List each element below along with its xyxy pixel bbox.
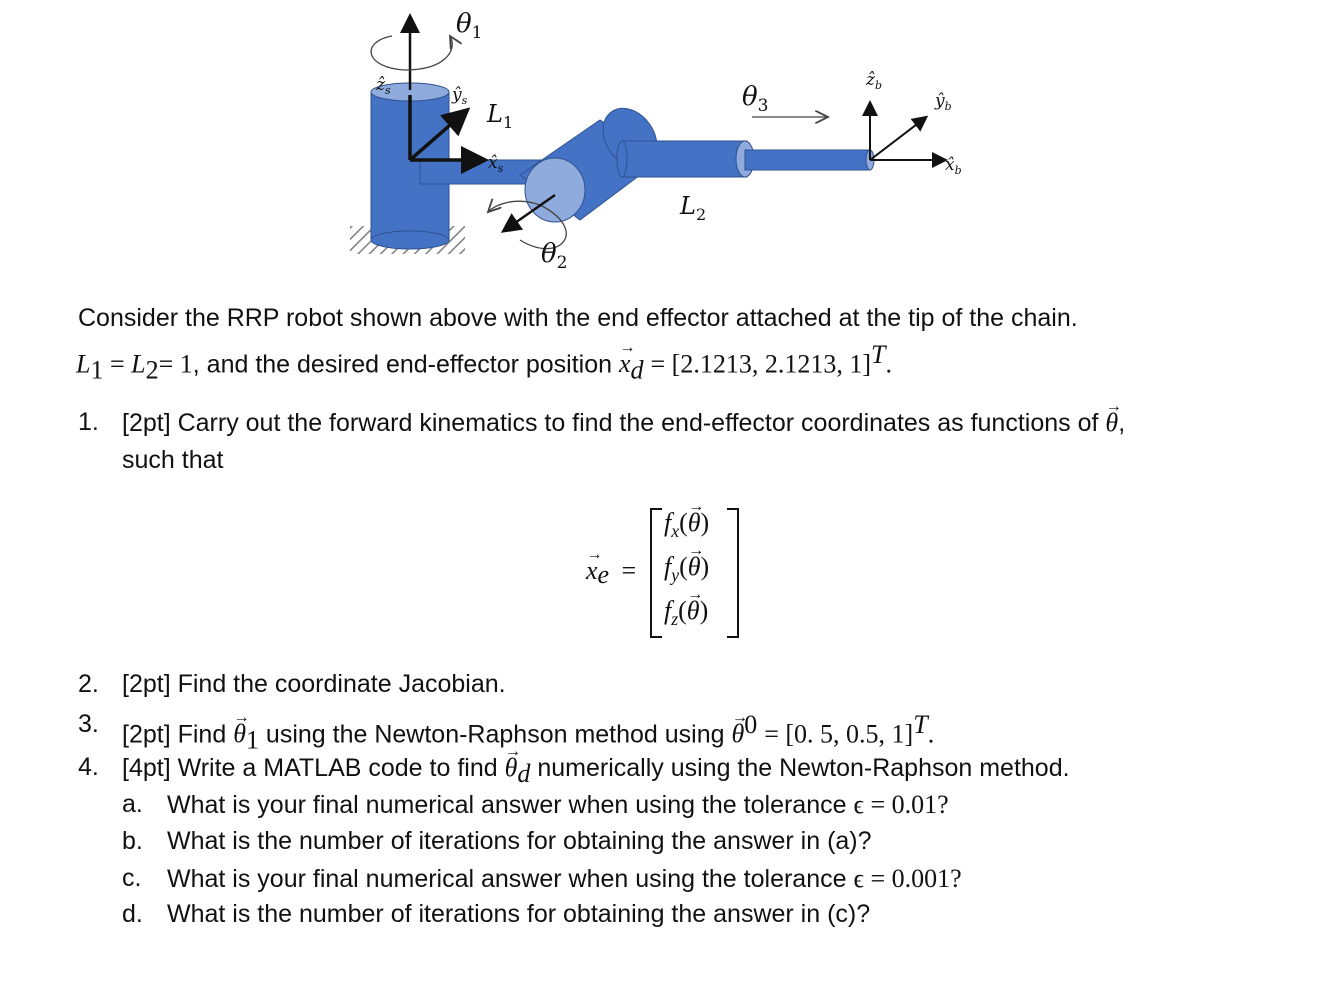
link-2: [622, 141, 747, 177]
matrix-row-fz: $f_z(\to \theta)$: [664, 596, 708, 630]
x-b-label: $x̂_b$: [945, 155, 962, 177]
y-b-axis: [870, 118, 925, 160]
q4-item-c: What is your final numerical answer when using the tolerance ϵ = 0.001?: [167, 864, 962, 893]
q4-text: [4pt] Write a MATLAB code to find → $\theta_d$ numerically using the Newton-Raphson method.: [122, 753, 1070, 789]
matrix-right-bracket: [727, 508, 739, 638]
prismatic-link: [745, 150, 870, 170]
equation-lhs: → $x_e$ =: [586, 556, 636, 590]
q2-number: 2.: [78, 670, 99, 698]
q1-number: 1.: [78, 408, 99, 436]
theta3-label: $\theta_3$: [742, 82, 769, 116]
z-b-label: ẑ$_b$: [866, 70, 883, 92]
x-s-label: $x̂_s$: [488, 153, 504, 175]
intro-line-2: $L_1 = L_2= 1$, and the desired end-effector position → $x_d = [2.1213$, 2.1213, 1]$^T$.: [76, 340, 892, 385]
q1-text-2: such that: [122, 446, 224, 474]
q3-text: [2pt] Find → $\theta_1$ using the Newton-Raphson method $using \to \theta^0 = [0$. 5, 0.5, 1]$^T$.: [122, 710, 934, 755]
matrix-left-bracket: [650, 508, 662, 638]
robot-figure: [0, 0, 1320, 290]
q4-item-a: What is your final numerical answer when using the tolerance ϵ = 0.01?: [167, 790, 949, 819]
L1-label: $L_1$: [487, 100, 514, 132]
q4-item-b-letter: b.: [122, 827, 143, 855]
q4-item-b: What is the number of iterations for obtaining the answer in (a)?: [167, 827, 872, 855]
theta1-rotation-arrow: [371, 36, 452, 70]
intro-line-1: Consider the RRP robot shown above with the end effector attached at the tip of the chain.: [78, 304, 1078, 332]
matrix-row-fx: $f_x(\to \theta)$: [664, 508, 709, 542]
y-b-label: $ŷ_b$: [935, 91, 952, 113]
base-cylinder-bottom: [371, 231, 449, 249]
q4-item-d: What is the number of iterations for obtaining the answer in (c)?: [167, 900, 871, 928]
y-s-label: $ŷ_s$: [452, 85, 468, 107]
q2-text: [2pt] Find the coordinate Jacobian.: [122, 670, 506, 698]
q1-text: [2pt] Carry out the forward kinematics to find the end-effector coordinates as functions of → θ,: [122, 408, 1125, 438]
matrix-row-fy: $f_y(\to \theta)$: [664, 552, 709, 586]
theta1-label: $\theta_1$: [456, 9, 483, 43]
q4-item-c-letter: c.: [122, 864, 142, 892]
theta2-label: $\theta_2$: [541, 239, 568, 273]
q4-number: 4.: [78, 753, 99, 781]
q3-number: 3.: [78, 710, 99, 738]
q4-item-a-letter: a.: [122, 790, 143, 818]
q4-item-d-letter: d.: [122, 900, 143, 928]
L2-label: $L_2$: [680, 192, 707, 224]
z-s-label: ẑ$_s$: [376, 75, 391, 97]
